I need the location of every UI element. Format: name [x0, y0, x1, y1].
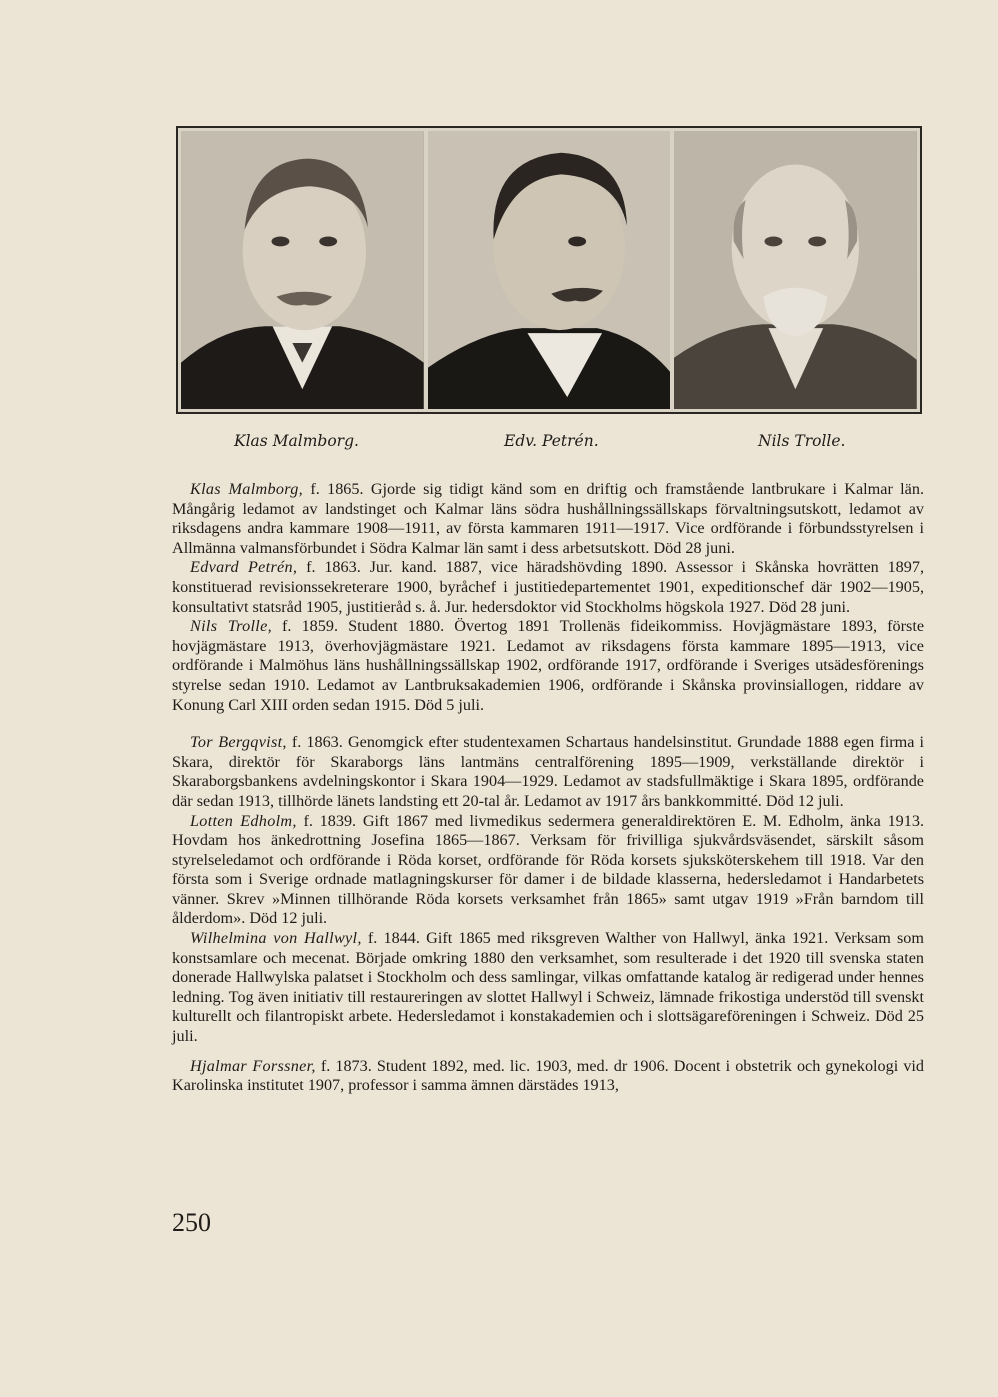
entry-text: f. 1873. Student 1892, med. lic. 1903, med. dr 1906. Docent i obstetrik och gynekologi vid Karolinska institutet 1907, professor i samma ämnen därstädes 1913,	[172, 1056, 925, 1095]
section-gap	[172, 1047, 924, 1057]
caption-petren: Edv. Petrén.	[504, 432, 599, 450]
entry-name: Lotten Edholm,	[190, 811, 297, 830]
entry-forssner	[172, 1057, 924, 1096]
entry-malmborg	[172, 480, 924, 558]
entry-text: f. 1863. Genomgick efter studentexamen Schartaus handelsinstitut. Grundade 1888 egen firma i Skara, direktör för Skaraborgs läns lantmäns centralförening 1895—1909, verkställande direktör i Skaraborgsbankens avdelningskontor i Skara 1904—1929. Ledamot av stadsfullmäktige i Skara 1895, ordförande där sedan 1913, tillhörde länets landsting ett 20-tal år. Ledamot av 1917 års bankkommitté. Död 12 juli.	[172, 733, 924, 810]
portrait-photo-malmborg	[181, 131, 424, 409]
entry-text: f. 1863. Jur. kand. 1887, vice häradshövding 1890. Assessor i Skånska hovrätten 1897, konstituerad revisionssekreterare 1900, byråchef i justitiedepartementet 1901, expeditionschef där 1902—1905, konsultativt statsråd 1905, justitieråd s. å. Jur. hedersdoktor vid Stockholms högskola 1927. Död 28 juni.	[172, 558, 924, 616]
entry-name: Hjalmar Forssner,	[190, 1056, 316, 1075]
portrait-captions	[176, 432, 922, 456]
page-number: 250	[172, 1208, 211, 1237]
entry-name: Nils Trolle,	[190, 617, 272, 636]
section-gap	[172, 715, 924, 733]
portrait-petren-image	[428, 131, 671, 409]
entry-text: f. 1859. Student 1880. Övertog 1891 Trollenäs fideikommiss. Hovjägmästare 1893, förste hovjägmästare 1913, överhovjägmästare 1921. Ledamot av riksdagens första kammare 1895—1913, vice ordförande i Malmöhus läns hushållningssällskap 1902, ordförande 1917, ordförande i Sveriges utsädesförenings styrelse sedan 1910. Ledamot av Lantbruksakademien 1906, ordförande i Skånska provinsiallogen, riddare av Konung Carl XIII orden sedan 1915. Död 5 juli.	[172, 617, 924, 714]
biography-text	[172, 480, 924, 1096]
portrait-photo-trolle	[674, 131, 917, 409]
entry-name: Edvard Petrén,	[190, 558, 298, 577]
entry-petren	[172, 558, 924, 617]
portrait-photo-petren	[428, 131, 671, 409]
caption-trolle: Nils Trolle.	[758, 432, 846, 450]
caption-malmborg: Klas Malmborg.	[234, 432, 359, 450]
entry-name: Tor Bergqvist,	[190, 733, 287, 752]
entry-name: Wilhelmina von Hallwyl,	[190, 929, 362, 948]
portrait-strip	[176, 126, 922, 414]
entry-text: f. 1839. Gift 1867 med livmedikus sedermera generaldirektören E. M. Edholm, änka 1913. Hovdam hos änkedrottning Josefina 1865—1867. Verksam för frivilliga sjukvårdsväsendet, särskilt såsom styrelseledamot och ordförande i Röda korset, ordförande för Röda korsets sjuksköterskehem till 1918. Var den första som i Sverige ordnade matlagningskurser för damer i de bildade klasserna, hedersledamot i Handarbetets vänner. Skrev »Minnen tillhörande Röda korsets verksamhet från 1865» samt utgav 1919 »Från barndom till ålderdom». Död 12 juli.	[172, 811, 924, 928]
entry-text: f. 1865. Gjorde sig tidigt känd som en driftig och framstående lantbrukare i Kalmar län. Mångårig ledamot av landstinget och Kalmar läns södra hushållningssällskaps förvaltningsutskott, ledamot av riksdagens andra kammare 1908—1911, av första kammaren 1911—1917. Vice ordförande i förbundsstyrelsen i Allmänna valmansförbundet i Södra Kalmar län samt i dess arbetsutskott. Död 28 juni.	[172, 480, 924, 557]
entry-bergqvist	[172, 733, 924, 811]
entry-text: f. 1844. Gift 1865 med riksgreven Walther von Hallwyl, änka 1921. Verksam som konstsamlare och mecenat. Började omkring 1880 den verksamhet, som resulterade i det 1920 till svenska staten donerade Hallwylska palatset i Stockholm och dess samlingar, vilkas omfattande katalog är redigerad under hennes ledning. Tog även initiativ till restaureringen av slottet Hallwyl i Schweiz, lämnade frikostiga understöd till svenskt kulturellt och filantropiskt arbete. Hedersledamot i konstakademien och i slottsägareföreningen i Schweiz. Död 25 juli.	[172, 929, 924, 1046]
entry-edholm	[172, 812, 924, 930]
portrait-trolle-image	[674, 131, 917, 409]
portrait-malmborg-image	[181, 131, 424, 409]
entry-name: Klas Malmborg,	[190, 480, 304, 498]
entry-trolle	[172, 617, 924, 715]
entry-hallwyl	[172, 929, 924, 1047]
